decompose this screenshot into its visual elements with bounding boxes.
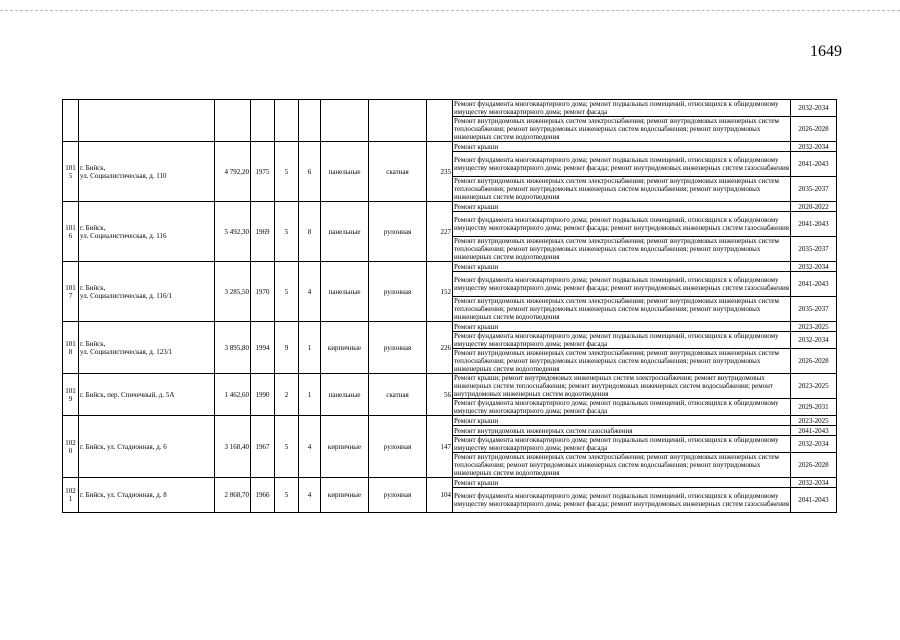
building-entrances: 1	[299, 374, 321, 416]
repair-period: 2026-2028	[791, 349, 837, 374]
repair-work-description: Ремонт внутридомовых инженерных систем электроснабжения; ремонт внутридомовых инженерных систем теплоснабжения; ремонт внутридомовых инженерных систем водоснабжения; ремонт внутридомовых инженерных систем водоотведения	[453, 177, 791, 202]
repair-period: 2020-2022	[791, 202, 837, 212]
building-number: 1017	[63, 262, 79, 322]
repair-period: 2026-2028	[791, 117, 837, 142]
table-row	[63, 142, 837, 152]
building-area: 5 492,30	[215, 202, 251, 262]
repair-period: 2041-2043	[791, 212, 837, 237]
building-entrances: 4	[299, 262, 321, 322]
building-year: 1969	[251, 202, 275, 262]
repair-work-description: Ремонт внутридомовых инженерных систем электроснабжения; ремонт внутридомовых инженерных систем теплоснабжения; ремонт внутридомовых инженерных систем водоснабжения; ремонт внутридомовых инженерных систем водоотведения	[453, 297, 791, 322]
building-roof-type: рулонная	[369, 322, 427, 374]
building-area: 1 462,60	[215, 374, 251, 416]
building-apartments: 235	[427, 142, 453, 202]
building-address	[79, 478, 215, 513]
building-wall-material: панельные	[321, 262, 369, 322]
building-apartments	[427, 100, 453, 142]
repair-period: 2041-2043	[791, 272, 837, 297]
repair-period: 2041-2043	[791, 426, 837, 436]
building-year: 1975	[251, 142, 275, 202]
table-body	[63, 100, 837, 513]
table-row	[63, 416, 837, 426]
repair-period: 2032-2034	[791, 262, 837, 272]
repair-work-description: Ремонт крыши	[453, 416, 791, 426]
building-roof-type	[369, 100, 427, 142]
building-apartments: 56	[427, 374, 453, 416]
page-number: 1649	[810, 43, 842, 60]
repair-work-description: Ремонт фундамента многоквартирного дома; ремонт подвальных помещений, относящихся к общедомовому имуществу многоквартирного дома; ремонт фасада; ремонт внутридомовых инженерных систем газоснабжения	[453, 488, 791, 513]
building-area: 2 868,70	[215, 478, 251, 513]
building-wall-material: кирпичные	[321, 322, 369, 374]
building-floors: 5	[275, 262, 299, 322]
repair-work-description: Ремонт внутридомовых инженерных систем электроснабжения; ремонт внутридомовых инженерных систем теплоснабжения; ремонт внутридомовых инженерных систем водоснабжения; ремонт внутридомовых инженерных систем водоотведения	[453, 349, 791, 374]
building-wall-material: панельные	[321, 142, 369, 202]
repair-work-description: Ремонт крыши	[453, 478, 791, 488]
repair-period: 2035-2037	[791, 177, 837, 202]
repair-period: 2041-2043	[791, 152, 837, 177]
building-area: 3 168,40	[215, 416, 251, 478]
repair-period: 2032-2034	[791, 332, 837, 349]
building-roof-type: скатная	[369, 142, 427, 202]
address-line: ул. Социалистическая, д. 116	[80, 231, 167, 240]
address-line: ул. Социалистическая, д. 123/1	[80, 347, 173, 356]
building-floors: 5	[275, 416, 299, 478]
building-area: 3 285,50	[215, 262, 251, 322]
building-wall-material: панельные	[321, 202, 369, 262]
repair-period: 2035-2037	[791, 237, 837, 262]
repair-period: 2023-2025	[791, 374, 837, 399]
building-entrances	[299, 100, 321, 142]
building-entrances: 4	[299, 416, 321, 478]
address-line: г. Бийск, пер. Спичечный, д. 5А	[80, 390, 175, 399]
repair-work-description: Ремонт внутридомовых инженерных систем электроснабжения; ремонт внутридомовых инженерных систем теплоснабжения; ремонт внутридомовых инженерных систем водоснабжения; ремонт внутридомовых инженерных систем водоотведения	[453, 237, 791, 262]
building-wall-material: панельные	[321, 374, 369, 416]
building-roof-type: скатная	[369, 374, 427, 416]
building-floors: 9	[275, 322, 299, 374]
table-row	[63, 202, 837, 212]
repair-period: 2032-2034	[791, 142, 837, 152]
repair-work-description: Ремонт крыши	[453, 142, 791, 152]
building-number: 1021	[63, 478, 79, 513]
building-year	[251, 100, 275, 142]
building-number: 1016	[63, 202, 79, 262]
building-roof-type: рулонная	[369, 202, 427, 262]
repair-work-description: Ремонт фундамента многоквартирного дома; ремонт подвальных помещений, относящихся к общедомовому имуществу многоквартирного дома; ремонт фасада	[453, 436, 791, 453]
repair-period: 2035-2037	[791, 297, 837, 322]
repair-period: 2026-2028	[791, 453, 837, 478]
scan-edge-line	[0, 10, 900, 11]
repair-period: 2041-2043	[791, 488, 837, 513]
repair-period: 2023-2025	[791, 322, 837, 332]
building-floors: 5	[275, 202, 299, 262]
building-entrances: 8	[299, 202, 321, 262]
table-row	[63, 100, 837, 117]
housing-repair-table	[62, 99, 837, 513]
repair-work-description: Ремонт фундамента многоквартирного дома; ремонт подвальных помещений, относящихся к общедомовому имуществу многоквартирного дома; ремонт фасада; ремонт внутридомовых инженерных систем газоснабжения	[453, 212, 791, 237]
repair-work-description: Ремонт крыши	[453, 322, 791, 332]
address-line: ул. Социалистическая, д. 116/1	[80, 291, 172, 300]
building-number	[63, 100, 79, 142]
address-line: г. Бийск,	[80, 223, 106, 232]
building-floors: 2	[275, 374, 299, 416]
repair-work-description: Ремонт фундамента многоквартирного дома; ремонт подвальных помещений, относящихся к общедомовому имуществу многоквартирного дома; ремонт фасада; ремонт внутридомовых инженерных систем газоснабжения	[453, 152, 791, 177]
building-roof-type: рулонная	[369, 478, 427, 513]
building-year: 1994	[251, 322, 275, 374]
repair-work-description: Ремонт крыши	[453, 202, 791, 212]
repair-period: 2032-2034	[791, 100, 837, 117]
table-row	[63, 478, 837, 488]
repair-period: 2029-2031	[791, 399, 837, 416]
building-area: 4 792,20	[215, 142, 251, 202]
building-apartments: 104	[427, 478, 453, 513]
building-entrances: 1	[299, 322, 321, 374]
building-apartments: 152	[427, 262, 453, 322]
repair-work-description: Ремонт фундамента многоквартирного дома; ремонт подвальных помещений, относящихся к общедомовому имуществу многоквартирного дома; ремонт фасада	[453, 332, 791, 349]
building-number: 1018	[63, 322, 79, 374]
address-line: г. Бийск, ул. Стадионная, д. 8	[80, 491, 167, 499]
repair-work-description: Ремонт крыши; ремонт внутридомовых инженерных систем электроснабжения; ремонт внутридомовых инженерных систем теплоснабжения; ремонт внутридомовых инженерных систем водоснабжения; ремонт внутридомовых инженерных систем водоотведения	[453, 374, 791, 399]
building-area: 3 895,80	[215, 322, 251, 374]
repair-period: 2032-2034	[791, 478, 837, 488]
repair-work-description: Ремонт внутридомовых инженерных систем электроснабжения; ремонт внутридомовых инженерных систем теплоснабжения; ремонт внутридомовых инженерных систем водоснабжения; ремонт внутридомовых инженерных систем водоотведения	[453, 117, 791, 142]
address-line: ул. Социалистическая, д. 110	[80, 171, 167, 180]
building-apartments: 147	[427, 416, 453, 478]
address-line: г. Бийск,	[80, 163, 106, 172]
repair-work-description: Ремонт фундамента многоквартирного дома; ремонт подвальных помещений, относящихся к общедомовому имуществу многоквартирного дома; ремонт фасада	[453, 100, 791, 117]
building-number: 1015	[63, 142, 79, 202]
building-year: 1990	[251, 374, 275, 416]
building-area	[215, 100, 251, 142]
building-wall-material	[321, 100, 369, 142]
repair-work-description: Ремонт фундамента многоквартирного дома; ремонт подвальных помещений, относящихся к общедомовому имуществу многоквартирного дома; ремонт фасада; ремонт внутридомовых инженерных систем газоснабжения	[453, 272, 791, 297]
building-floors: 5	[275, 142, 299, 202]
repair-period: 2032-2034	[791, 436, 837, 453]
building-address	[79, 202, 215, 262]
building-number: 1019	[63, 374, 79, 416]
building-number: 1020	[63, 416, 79, 478]
building-address	[79, 142, 215, 202]
building-address	[79, 322, 215, 374]
building-apartments: 226	[427, 322, 453, 374]
building-address	[79, 416, 215, 478]
building-year: 1966	[251, 478, 275, 513]
building-wall-material: кирпичные	[321, 478, 369, 513]
building-entrances: 4	[299, 478, 321, 513]
table-row	[63, 262, 837, 272]
building-apartments: 227	[427, 202, 453, 262]
building-roof-type: рулонная	[369, 262, 427, 322]
building-address	[79, 100, 215, 142]
building-floors	[275, 100, 299, 142]
repair-work-description: Ремонт внутридомовых инженерных систем электроснабжения; ремонт внутридомовых инженерных систем теплоснабжения; ремонт внутридомовых инженерных систем водоснабжения; ремонт внутридомовых инженерных систем водоотведения	[453, 453, 791, 478]
building-entrances: 6	[299, 142, 321, 202]
building-address	[79, 262, 215, 322]
repair-period: 2023-2025	[791, 416, 837, 426]
building-year: 1967	[251, 416, 275, 478]
building-roof-type: рулонная	[369, 416, 427, 478]
repair-work-description: Ремонт крыши	[453, 262, 791, 272]
table-row	[63, 374, 837, 399]
table-row	[63, 322, 837, 332]
repair-work-description: Ремонт внутридомовых инженерных систем газоснабжения	[453, 426, 791, 436]
address-line: г. Бийск,	[80, 339, 106, 348]
building-year: 1970	[251, 262, 275, 322]
building-floors: 5	[275, 478, 299, 513]
address-line: г. Бийск,	[80, 283, 106, 292]
repair-work-description: Ремонт фундамента многоквартирного дома; ремонт подвальных помещений, относящихся к общедомовому имуществу многоквартирного дома; ремонт фасада	[453, 399, 791, 416]
building-address	[79, 374, 215, 416]
building-wall-material: кирпичные	[321, 416, 369, 478]
address-line: г. Бийск, ул. Стадионная, д. 6	[80, 442, 167, 451]
